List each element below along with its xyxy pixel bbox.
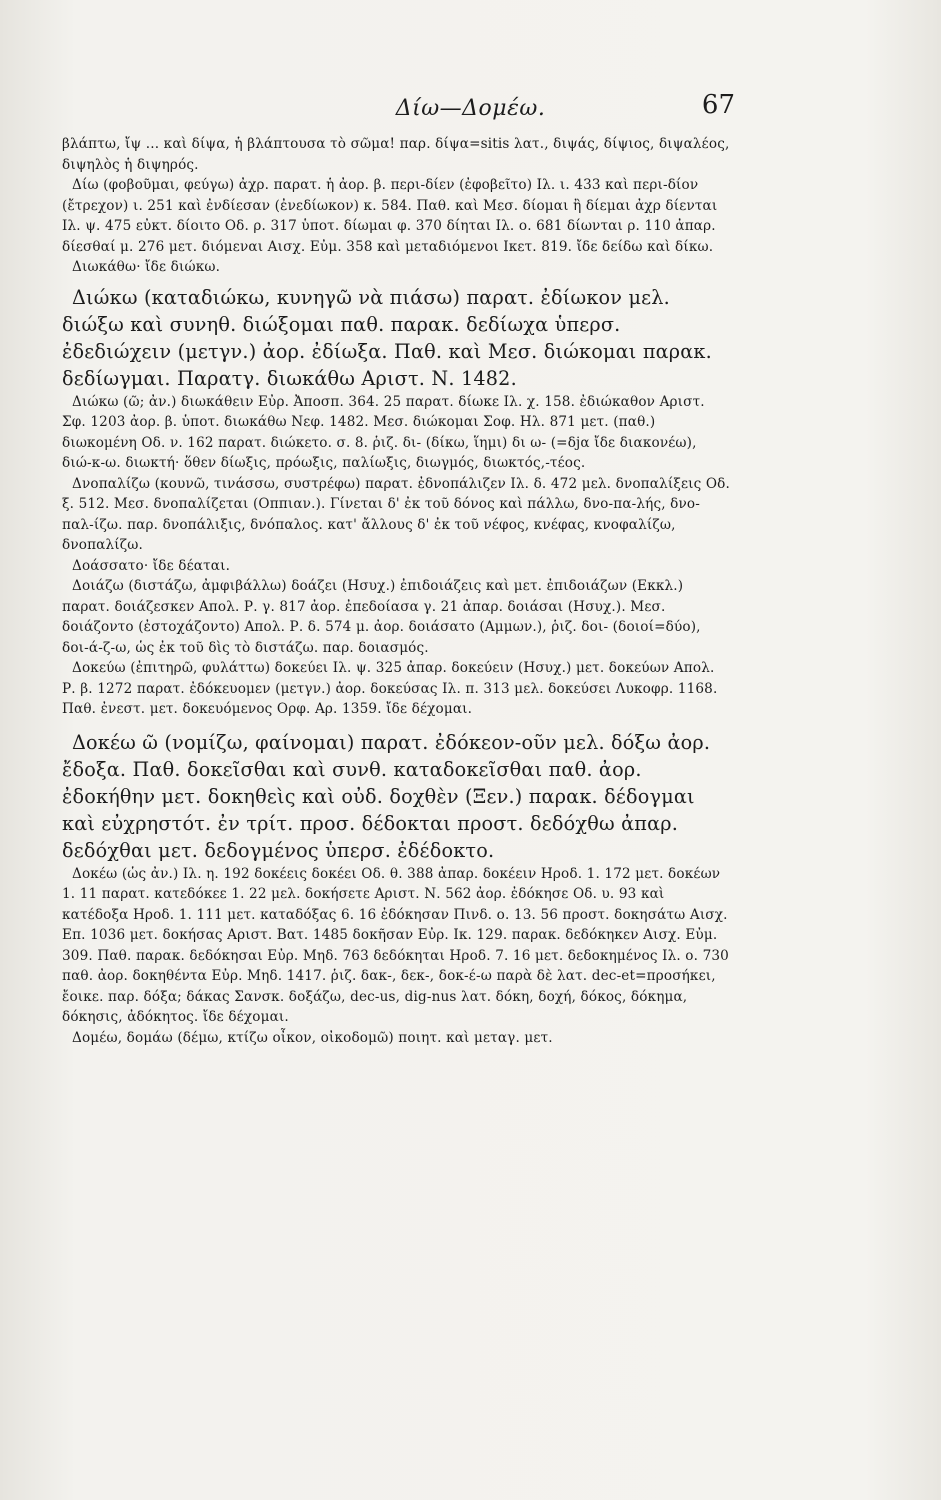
entry-domeo: Δομέω, δομάω (δέμω, κτίζω οἶκον, οἰκοδομῶ) ποιητ. καὶ μεταγ. μετ.: [72, 1029, 553, 1046]
page-header: [0, 88, 941, 128]
page-number: 67: [701, 90, 735, 120]
entry-doassato: Δοάσσατο· ἴδε δέαται.: [72, 557, 231, 574]
entry-dio: Δίω (φοβοῦμαι, φεύγω) ἀχρ. παρατ. ἡ ἀορ. β. περι-δίεν (ἐφοβεῖτο) Ιλ. ι. 433 καὶ περι-δίον (ἔτρεχον) ι. 251 καὶ ἐνδίεσαν (ἐνεδίωκον) κ. 584. Παθ. καὶ Μεσ. δίομαι ἢ δίεμαι ἀχρ δίενται Ιλ. ψ. 475 εὐκτ. δίοιτο Οδ. ρ. 317 ὑποτ. δίωμαι φ. 370 δίηται Ιλ. ο. 681 δίωνται ρ. 110 ἀπαρ. δίεσθαί μ. 276 μετ. διόμεναι Αισχ. Εὐμ. 358 καὶ μεταδιόμενοι Ικετ. 819. ἴδε δείδω καὶ δίκω.: [62, 177, 718, 255]
entry-dokeo-forms: Δοκέω (ὡς ἀν.) Ιλ. η. 192 δοκέεις δοκέει Οδ. θ. 388 ἀπαρ. δοκέειν Ηροδ. 1. 172 μετ. δοκέων 1. 11 παρατ. κατεδόκεε 1. 22 μελ. δοκήσετε Αριστ. Ν. 562 ἀορ. ἐδόκησε Οδ. υ. 93 καὶ κατέδοξα Ηροδ. 1. 111 μετ. καταδόξας 6. 16 ἐδόκησαν Πινδ. ο. 13. 56 προστ. δοκησάτω Αισχ. Επ. 1036 μετ. δοκήσας Αριστ. Βατ. 1485 δοκῆσαν Εὐρ. Ικ. 129. παρακ. δεδόκηκεν Αισχ. Εὐμ. 309. Παθ. παρακ. δεδόκησαι Εὐρ. Μηδ. 763 δεδόκηται Ηροδ. 7. 16 μετ. δεδοκημένος Ιλ. ο. 730 παθ. ἀορ. δοκηθέντα Εὐρ. Μηδ. 1417. ῥιζ. δακ-, δεκ-, δοκ-έ-ω παρὰ δὲ λατ. dec-et=προσήκει, ἔοικε. παρ. δόξα; δάκας Σανσκ. δοξάζω, dec-us, dig-nus λατ. δόκη, δοχή, δόκος, δόκημα, δόκησις, ἀδόκητος. ἴδε δέχομαι.: [62, 865, 729, 1025]
entry-diokatho: Διωκάθω· ἴδε διώκω.: [72, 259, 221, 275]
entry-dioko-forms: Διώκω (ῶ; ἀν.) διωκάθειν Εὐρ. Ἀποσπ. 364. 25 παρατ. δίωκε Ιλ. χ. 158. ἐδιώκαθον Αριστ. Σφ. 1203 ἀορ. β. ὑποτ. διωκάθω Νεφ. 1482. Μεσ. διώκομαι Σοφ. Ηλ. 871 μετ. (παθ.) διωκομένη Οδ. ν. 162 παρατ. διώκετο. σ. 8. ῥιζ. δι- (δίκω, ἵημι) δι ω- (=δjα ἴδε διακονέω), διώ-κ-ω. διωκτή· ὅθεν δίωξις, πρόωξις, παλίωξις, διωγμός, διωκτός,-τέος.: [62, 393, 705, 471]
entry-dokeuo: Δοκεύω (ἐπιτηρῶ, φυλάττω) δοκεύει Ιλ. ψ. 325 ἀπαρ. δοκεύειν (Ησυχ.) μετ. δοκεύων Απολ. Ρ. β. 1272 παρατ. ἐδόκευομεν (μετγν.) ἀορ. δοκεύσας Ιλ. π. 313 μελ. δοκεύσει Λυκοφρ. 1168. Παθ. ἐνεστ. μετ. δοκευόμενος Ορφ. Αρ. 1359. ἴδε δέχομαι.: [62, 660, 718, 717]
entry-dioko-main: Διώκω (καταδιώκω, κυνηγῶ νὰ πιάσω) παρατ. ἐδίωκον μελ. διώξω καὶ συνηθ. διώξομαι παθ. παρακ. δεδίωχα ὑπερσ. ἐδεδιώχειν (μετγν.) ἀορ. ἐδίωξα. Παθ. καὶ Μεσ. διώκομαι παρακ. δεδίωγμαι. Παρατγ. διωκάθω Αριστ. Ν. 1482.: [62, 285, 712, 390]
entry-fragment: βλάπτω, ἴψ ... καὶ δίψα, ἡ βλάπτουσα τὸ σῶμα! παρ. δίψα=sitis λατ., διψάς, δίψιος, διψαλέος, διψηλὸς ἡ διψηρός.: [62, 136, 730, 173]
dictionary-entries: [62, 134, 730, 1048]
running-head: Δίω—Δομέω.: [395, 96, 546, 121]
entry-dokeo-main: Δοκέω ῶ (νομίζω, φαίνομαι) παρατ. ἐδόκεον-οῦν μελ. δόξω ἀορ. ἔδοξα. Παθ. δοκεῖσθαι καὶ συνθ. καταδοκεῖσθαι παθ. ἀορ. ἐδοκήθην μετ. δοκηθεὶς καὶ οὐδ. δοχθὲν (Ξεν.) παρακ. δέδογμαι καὶ εὐχρηστότ. ἐν τρίτ. προσ. δέδοκται προστ. δεδόχθω ἀπαρ. δεδόχθαι μετ. δεδογμένος ὑπερσ. ἐδέδοκτο.: [62, 730, 711, 862]
entry-doiazo: Δοιάζω (διστάζω, ἀμφιβάλλω) δοάζει (Ησυχ.) ἐπιδοιάζεις καὶ μετ. ἐπιδοιάζων (Εκκλ.) παρατ. δοιάζεσκεν Απολ. Ρ. γ. 817 ἀορ. ἐπεδοίασα γ. 21 ἀπαρ. δοιάσαι (Ησυχ.). Μεσ. δοιάζοντο (ἐστοχάζοντο) Απολ. Ρ. δ. 574 μ. ἀορ. δοιάσατο (Αμμων.), ῥιζ. δοι- (δοιοί=δύο), δοι-ά-ζ-ω, ὡς ἐκ τοῦ δὶς τὸ διστάζω. παρ. δοιασμός.: [62, 578, 701, 656]
entry-dnopalizo: Δνοπαλίζω (κουνῶ, τινάσσω, συστρέφω) παρατ. ἐδνοπάλιζεν Ιλ. δ. 472 μελ. δνοπαλίξεις Οδ. ξ. 512. Μεσ. δνοπαλίζεται (Οππιαν.). Γίνεται δ' ἐκ τοῦ δόνος καὶ πάλλω, δνο-πα-λής, δνο-παλ-ίζω. παρ. δνοπάλιξις, δνόπαλος. κατ' ἄλλους δ' ἐκ τοῦ νέφος, κνέφας, κνοφαλίζω, δνοπαλίζω.: [62, 475, 730, 553]
